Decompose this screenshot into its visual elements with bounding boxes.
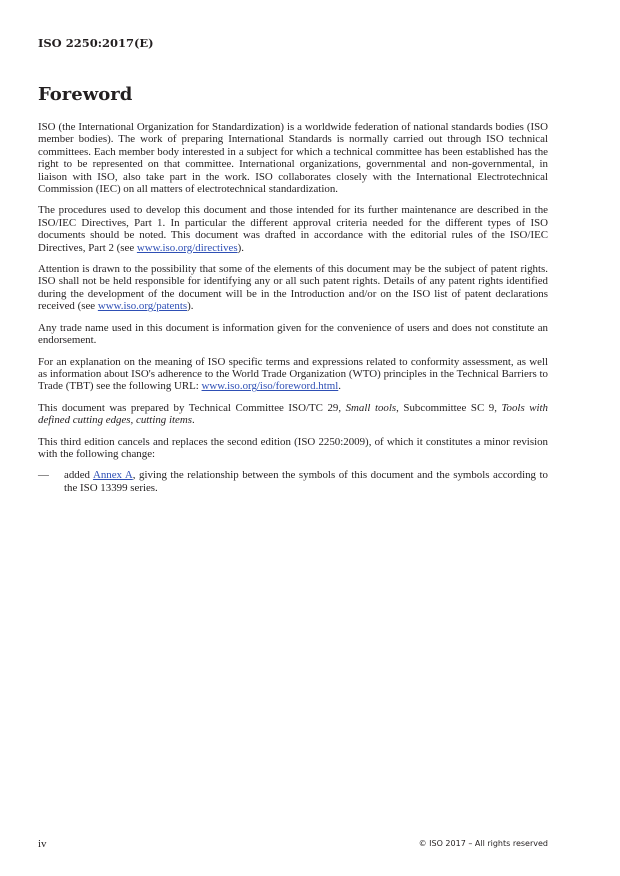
copyright-notice: © ISO 2017 – All rights reserved: [418, 839, 548, 848]
list-item-text: [64, 469, 548, 494]
paragraph-text: Attention is drawn to the possibility that some of the elements of this document may be the subject of patent rights. ISO shall not be held responsible for identifying any or all such patent rights. Details of any patent rights identified during the development of the document will be in the Introduction and/or on the ISO list of patent declarations received (see: [38, 263, 548, 313]
paragraph-text-end: ).: [187, 300, 194, 313]
paragraph-text-end: .: [191, 414, 195, 427]
page-title: Foreword: [38, 84, 133, 105]
dash-bullet: —: [38, 469, 49, 482]
paragraph-iso-intro: ISO (the International Organization for Standardization) is a worldwide federation of national standards bodies (ISO member bodies). The work of preparing International Standards is normally carried out through ISO technical committees. Each member body interested in a subject for which a technical committee has been established has the right to be represented on that committee. International organizations, governmental and non-governmental, in liaison with ISO, also take part in the work. ISO collaborates closely with the International Electrotechnical Commission (IEC) on all matters of electrotechnical standardization.: [38, 121, 548, 196]
directives-link[interactable]: www.iso.org/directives: [136, 241, 238, 254]
paragraph-text: This document was prepared by Technical Committee ISO/TC 29,: [38, 401, 346, 414]
list-item-prefix: added: [64, 469, 93, 482]
paragraph-trade-name: Any trade name used in this document is information given for the convenience of users and does not constitute an endorsement.: [38, 321, 548, 347]
paragraph-committee: [38, 402, 548, 427]
paragraph-procedures: [38, 204, 548, 254]
subcommittee-name: Tools with defined cutting edges, cutting items: [38, 401, 548, 427]
annex-a-link[interactable]: Annex A: [92, 469, 133, 482]
paragraph-text-end: .: [338, 380, 342, 393]
paragraph-patents: [38, 263, 548, 313]
list-item: [38, 469, 548, 494]
document-identifier: ISO 2250:2017(E): [38, 36, 154, 50]
list-item-suffix: , giving the relationship between the symbols of this document and the symbols according to the ISO 13399 series.: [64, 469, 549, 494]
committee-name: Small tools: [345, 401, 397, 414]
paragraph-text-end: ).: [237, 241, 244, 254]
paragraph-text: The procedures used to develop this document and those intended for its further maintenance are described in the ISO/IEC Directives, Part 1. In particular the different approval criteria needed for the different types of ISO documents should be noted. This document was drafted in accordance with the editorial rules of the ISO/IEC Directives, Part 2 (see: [38, 204, 548, 254]
foreword-link[interactable]: www.iso.org/iso/foreword.html: [201, 380, 339, 393]
paragraph-text: For an explanation on the meaning of ISO specific terms and expressions related to conformity assessment, as well as information about ISO's adherence to the World Trade Organization (WTO) principles in the Technical Barriers to Trade (TBT) see the following URL:: [38, 355, 548, 393]
paragraph-conformity: [38, 356, 548, 393]
patents-link[interactable]: www.iso.org/patents: [97, 300, 188, 313]
paragraph-edition: This third edition cancels and replaces the second edition (ISO 2250:2009), of which it constitutes a minor revision with the following change:: [38, 435, 548, 460]
paragraph-text-mid: , Subcommittee SC 9,: [396, 401, 502, 414]
foreword-body: [38, 121, 548, 494]
page-number: iv: [38, 838, 47, 850]
